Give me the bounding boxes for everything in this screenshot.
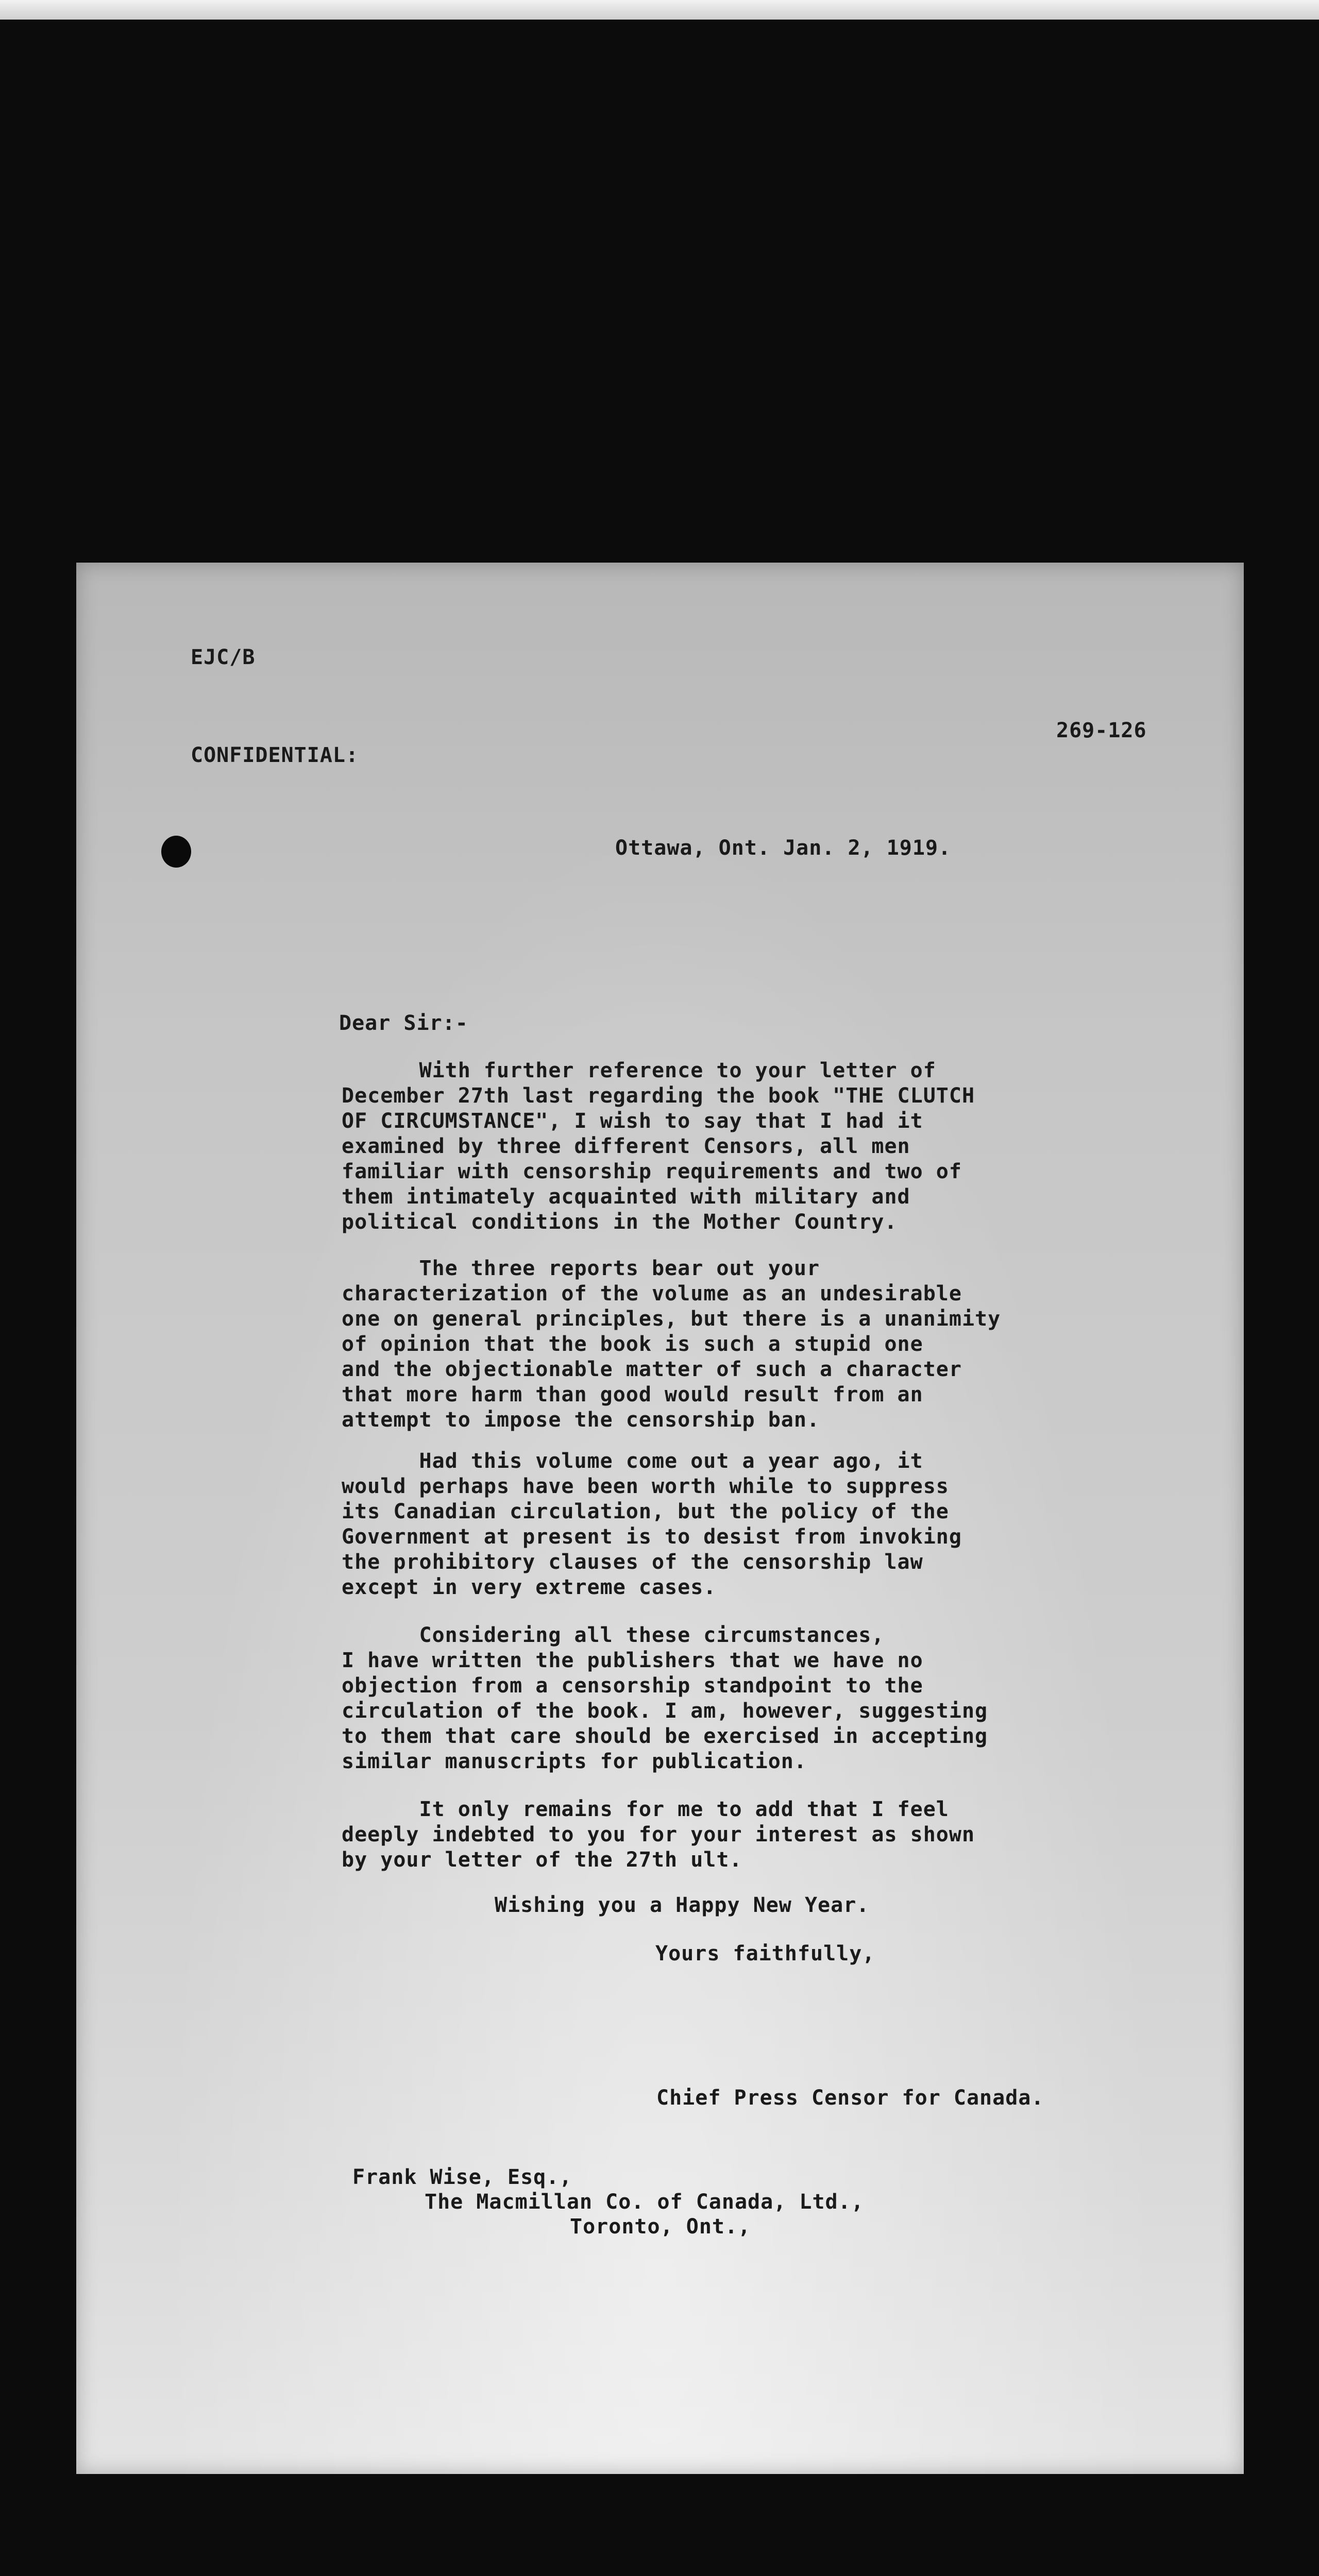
text-line: Government at present is to desist from invoking — [342, 1525, 962, 1549]
text-line: one on general principles, but there is a unanimity — [342, 1307, 1001, 1331]
initials: EJC/B — [191, 646, 256, 669]
film-top-edge — [0, 0, 1319, 20]
text-line: I have written the publishers that we have no — [342, 1649, 923, 1672]
text-line: December 27th last regarding the book "THE CLUTCH — [342, 1084, 975, 1108]
address-city: Toronto, Ont., — [570, 2215, 751, 2239]
text-line: except in very extreme cases. — [342, 1575, 717, 1599]
paragraph-2 — [342, 1256, 1001, 1433]
text-line: characterization of the volume as an undesirable — [342, 1282, 962, 1306]
confidential-label: CONFIDENTIAL: — [191, 743, 359, 767]
closing: Yours faithfully, — [655, 1942, 875, 1965]
text-line: The three reports bear out your — [342, 1257, 820, 1280]
text-line: to them that care should be exercised in accepting — [342, 1724, 988, 1748]
text-line: With further reference to your letter of — [342, 1059, 936, 1082]
wishing-line: Wishing you a Happy New Year. — [495, 1893, 870, 1917]
salutation: Dear Sir:- — [339, 1011, 468, 1035]
text-line: by your letter of the 27th ult. — [342, 1848, 742, 1872]
paragraph-1 — [342, 1058, 975, 1235]
paragraph-3 — [342, 1449, 962, 1600]
text-line: deeply indebted to you for your interest as shown — [342, 1823, 975, 1846]
paragraph-4 — [342, 1623, 988, 1774]
text-line: Considering all these circumstances, — [342, 1623, 885, 1647]
letter-page — [76, 563, 1244, 2474]
text-line: and the objectionable matter of such a character — [342, 1358, 962, 1381]
text-line: Had this volume come out a year ago, it — [342, 1449, 923, 1473]
place-date: Ottawa, Ont. Jan. 2, 1919. — [615, 836, 952, 860]
text-line: objection from a censorship standpoint to the — [342, 1674, 923, 1698]
text-line: It only remains for me to add that I feel — [342, 1798, 949, 1821]
punch-hole — [161, 836, 191, 868]
text-line: them intimately acquainted with military and — [342, 1185, 910, 1209]
address-name: Frank Wise, Esq., — [352, 2165, 572, 2189]
file-number: 269-126 — [1056, 719, 1147, 742]
paragraph-5 — [342, 1797, 975, 1873]
text-line: that more harm than good would result from an — [342, 1383, 923, 1406]
signature-title: Chief Press Censor for Canada. — [656, 2086, 1044, 2110]
text-line: circulation of the book. I am, however, suggesting — [342, 1699, 988, 1723]
text-line: of opinion that the book is such a stupid one — [342, 1332, 923, 1356]
address-company: The Macmillan Co. of Canada, Ltd., — [425, 2190, 864, 2214]
text-line: the prohibitory clauses of the censorship law — [342, 1550, 923, 1574]
text-line: familiar with censorship requirements and two of — [342, 1160, 962, 1183]
text-line: political conditions in the Mother Country. — [342, 1210, 898, 1234]
text-line: its Canadian circulation, but the policy of the — [342, 1500, 949, 1523]
text-line: OF CIRCUMSTANCE", I wish to say that I had it — [342, 1109, 923, 1133]
text-line: would perhaps have been worth while to suppress — [342, 1475, 949, 1498]
text-line: attempt to impose the censorship ban. — [342, 1408, 820, 1432]
text-line: examined by three different Censors, all men — [342, 1134, 910, 1158]
text-line: similar manuscripts for publication. — [342, 1750, 807, 1773]
